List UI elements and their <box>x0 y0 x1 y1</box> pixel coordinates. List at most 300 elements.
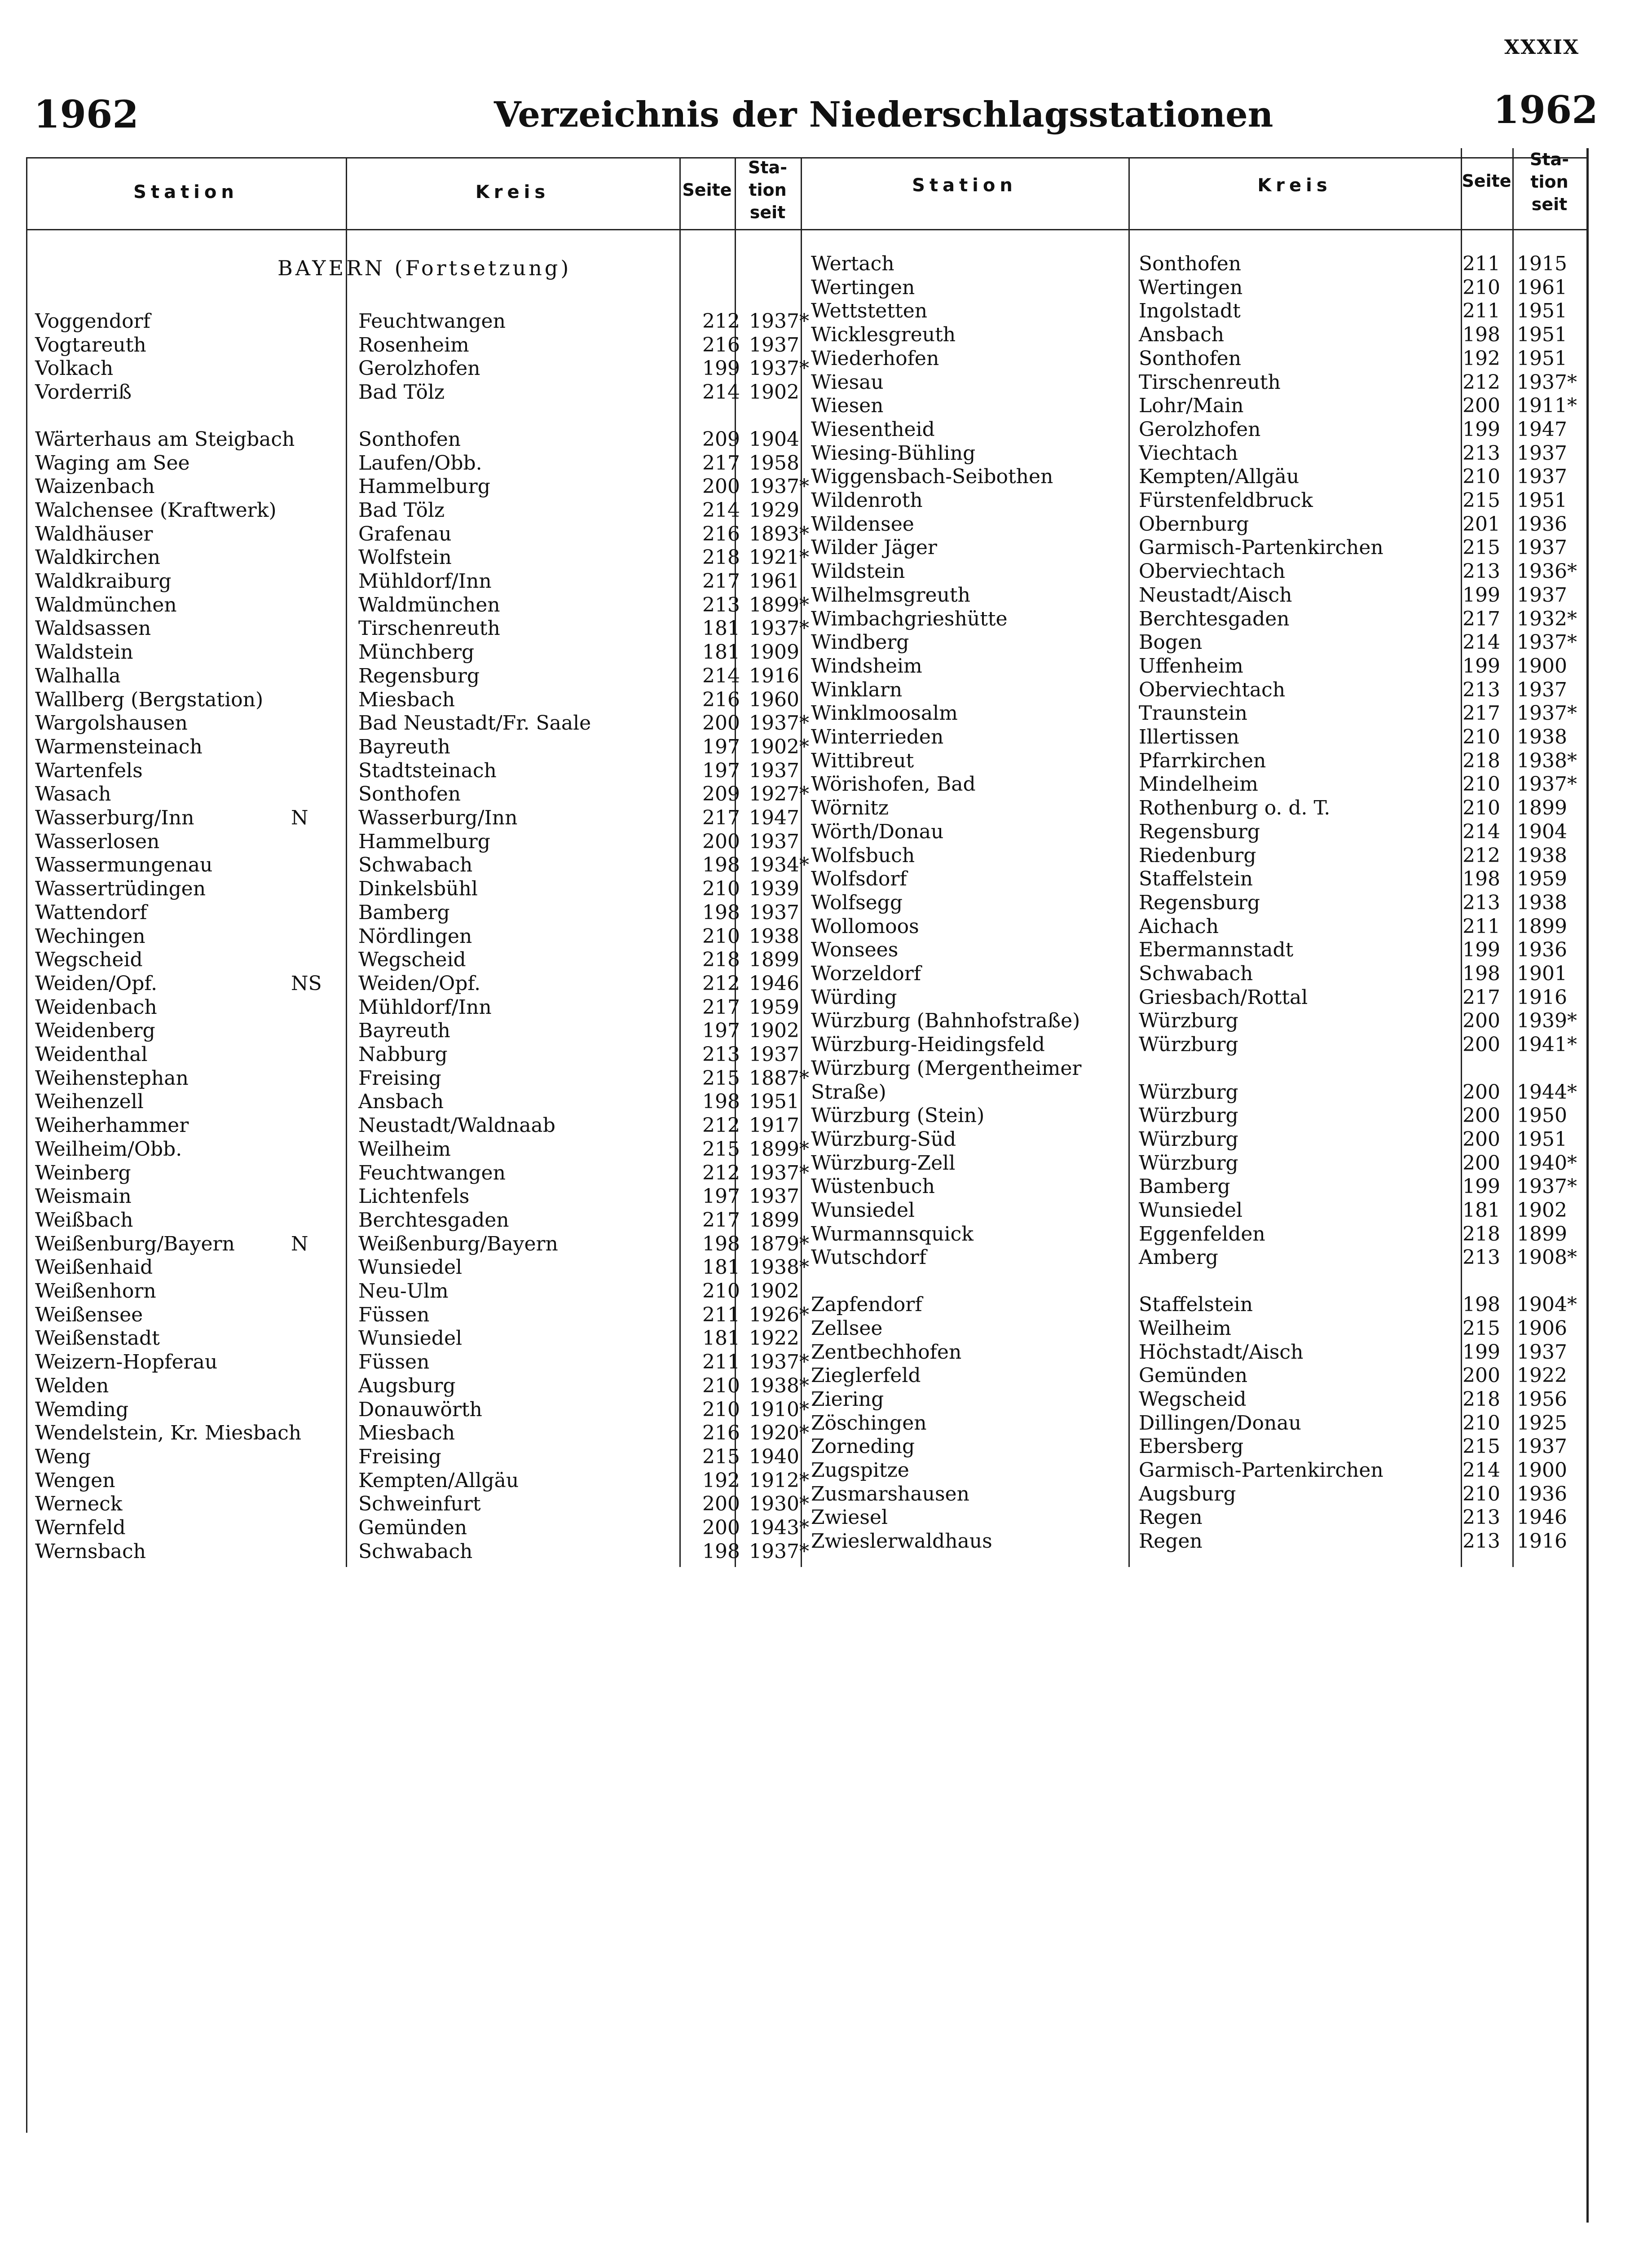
station-since: 1951 <box>1517 1127 1567 1151</box>
kreis-name: Bad Neustadt/Fr. Saale <box>358 712 591 735</box>
kreis-name: Ansbach <box>1139 323 1225 347</box>
station-name: Wiesen <box>811 394 884 418</box>
station-name: Wendelstein, Kr. Miesbach <box>35 1422 302 1445</box>
seite-number: 192 <box>702 1469 740 1492</box>
station-name: Weidenbach <box>35 995 157 1019</box>
kreis-name: Bamberg <box>358 901 450 924</box>
station-name: Winklarn <box>811 678 903 701</box>
kreis-name: Münchberg <box>358 641 475 664</box>
kreis-name: Mühldorf/Inn <box>358 570 492 593</box>
kreis-name: Oberviechtach <box>1139 678 1286 701</box>
station-since: 1961 <box>749 570 799 593</box>
seite-number: 217 <box>702 806 740 829</box>
table-top-rule <box>26 157 1586 158</box>
station-name: Welden <box>35 1374 109 1397</box>
kreis-name: Ingolstadt <box>1139 299 1241 323</box>
kreis-name: Regensburg <box>1139 820 1260 843</box>
header-seit-line3: seit <box>749 202 786 222</box>
station-since: 1937* <box>1517 1175 1577 1198</box>
kreis-name: Sonthofen <box>358 783 461 806</box>
station-name: Wernfeld <box>35 1516 126 1539</box>
station-name: Wattendorf <box>35 901 147 924</box>
seite-number: 218 <box>1463 749 1500 772</box>
station-name: Weng <box>35 1445 91 1468</box>
station-name: Weißbach <box>35 1208 133 1232</box>
station-name: Weißenhaid <box>35 1256 153 1279</box>
kreis-name: Schwabach <box>1139 962 1253 985</box>
kreis-name: Neustadt/Waldnaab <box>358 1114 555 1137</box>
kreis-name: Schwabach <box>358 1540 473 1563</box>
kreis-name: Griesbach/Rottal <box>1139 986 1308 1009</box>
station-name: Würzburg-Heidingsfeld <box>811 1033 1045 1056</box>
station-name: Wartenfels <box>35 759 143 782</box>
seite-number: 217 <box>702 1208 740 1232</box>
station-name: Windsheim <box>811 654 922 678</box>
seite-number: 200 <box>702 475 740 498</box>
station-since: 1902 <box>749 1280 799 1303</box>
seite-number: 211 <box>1463 915 1500 938</box>
station-name: Wunsiedel <box>811 1199 915 1222</box>
kreis-name: Sonthofen <box>358 427 461 451</box>
station-name: Werneck <box>35 1492 123 1516</box>
kreis-name: Gerolzhofen <box>1139 418 1261 441</box>
station-flag: NS <box>291 972 322 995</box>
station-since: 1938 <box>1517 891 1567 914</box>
kreis-name: Bayreuth <box>358 735 450 758</box>
seite-number: 181 <box>702 1327 740 1350</box>
station-name: Wollomoos <box>811 915 919 938</box>
kreis-name: Gemünden <box>358 1516 467 1539</box>
seite-number: 199 <box>1463 1175 1500 1198</box>
station-since: 1911* <box>1517 394 1577 418</box>
seite-number: 199 <box>702 357 740 380</box>
seite-number: 210 <box>1463 797 1500 820</box>
kreis-name: Tirschenreuth <box>1139 370 1281 394</box>
kreis-name: Gerolzhofen <box>358 357 480 380</box>
header-station-right: Station <box>912 175 1017 196</box>
seite-number: 210 <box>1463 1482 1500 1505</box>
station-name: Wiesing-Bühling <box>811 441 976 465</box>
seite-number: 210 <box>702 877 740 901</box>
station-since: 1937 <box>1517 1340 1567 1364</box>
seite-number: 212 <box>702 310 740 333</box>
station-since: 1951 <box>1517 299 1567 323</box>
kreis-name: Obernburg <box>1139 512 1249 536</box>
kreis-name: Bayreuth <box>358 1019 450 1043</box>
station-name: Walchensee (Kraftwerk) <box>35 498 277 522</box>
seite-number: 198 <box>1463 1293 1500 1316</box>
seite-number: 214 <box>1463 631 1500 654</box>
station-since: 1937 <box>749 759 799 782</box>
station-name: Wiederhofen <box>811 347 939 370</box>
kreis-name: Bad Tölz <box>358 381 445 404</box>
kreis-name: Nabburg <box>358 1043 448 1066</box>
station-since: 1961 <box>1517 276 1567 299</box>
kreis-name: Würzburg <box>1139 1009 1238 1033</box>
station-name: Wolfsbuch <box>811 844 915 867</box>
station-since: 1920* <box>749 1422 809 1445</box>
station-name: Wimbachgrieshütte <box>811 607 1008 630</box>
station-since: 1951 <box>749 1090 799 1114</box>
station-since: 1934* <box>749 854 809 877</box>
seite-number: 216 <box>702 333 740 357</box>
station-name: Wertingen <box>811 276 915 299</box>
station-since: 1937 <box>749 333 799 357</box>
seite-number: 198 <box>1463 962 1500 985</box>
station-since: 1937 <box>749 830 799 853</box>
seite-number: 217 <box>702 451 740 475</box>
page-number-roman: XXXIX <box>1504 36 1580 59</box>
station-name: Wertach <box>811 252 894 275</box>
kreis-name: Weilheim <box>1139 1316 1231 1340</box>
station-since: 1937 <box>749 901 799 924</box>
station-since: 1902 <box>749 1019 799 1043</box>
station-since: 1937* <box>749 357 809 380</box>
kreis-name: Ebermannstadt <box>1139 938 1294 962</box>
station-name: Wallberg (Bergstation) <box>35 688 264 711</box>
kreis-name: Weilheim <box>358 1137 451 1161</box>
kreis-name: Mindelheim <box>1139 773 1258 796</box>
station-name: Weiden/Opf. <box>35 972 158 995</box>
station-name: Weidenthal <box>35 1043 148 1066</box>
seite-number: 214 <box>702 664 740 687</box>
station-since: 1902* <box>749 735 809 758</box>
seite-number: 213 <box>702 593 740 616</box>
station-name: Wettstetten <box>811 299 928 323</box>
station-since: 1929 <box>749 498 799 522</box>
station-name: Windberg <box>811 631 909 654</box>
station-since: 1937* <box>749 1540 809 1563</box>
kreis-name: Amberg <box>1139 1246 1218 1269</box>
station-name: Straße) <box>811 1080 886 1104</box>
station-since: 1916 <box>749 664 799 687</box>
seite-number: 213 <box>1463 1530 1500 1553</box>
seite-number: 210 <box>1463 726 1500 748</box>
kreis-name: Miesbach <box>358 688 455 711</box>
seite-number: 197 <box>702 735 740 758</box>
page-title: Verzeichnis der Niederschlagsstationen <box>494 94 1273 135</box>
station-name: Weilheim/Obb. <box>35 1137 182 1161</box>
kreis-name: Feuchtwangen <box>358 1161 506 1184</box>
station-since: 1940 <box>749 1445 799 1468</box>
header-seit-line2: tion <box>1530 172 1568 192</box>
kreis-name: Grafenau <box>358 522 452 546</box>
station-since: 1937* <box>749 310 809 333</box>
station-since: 1936 <box>1517 938 1567 962</box>
station-name: Volkach <box>35 357 114 380</box>
kreis-name: Würzburg <box>1139 1151 1238 1175</box>
seite-number: 210 <box>1463 276 1500 299</box>
station-name: Wengen <box>35 1469 115 1492</box>
station-since: 1917 <box>749 1114 799 1137</box>
kreis-name: Würzburg <box>1139 1080 1238 1104</box>
station-since: 1944* <box>1517 1080 1577 1104</box>
station-since: 1893* <box>749 522 809 546</box>
kreis-name: Hammelburg <box>358 475 490 498</box>
seite-number: 212 <box>1463 370 1500 394</box>
header-seit-line3: seit <box>1531 194 1568 214</box>
seite-number: 215 <box>702 1066 740 1090</box>
seite-number: 200 <box>1463 1033 1500 1056</box>
seite-number: 217 <box>1463 702 1500 725</box>
station-since: 1904 <box>749 427 799 451</box>
kreis-name: Traunstein <box>1139 702 1247 725</box>
seite-number: 200 <box>1463 1104 1500 1127</box>
station-since: 1960 <box>749 688 799 711</box>
kreis-name: Würzburg <box>1139 1033 1238 1056</box>
seite-number: 214 <box>702 498 740 522</box>
seite-number: 200 <box>1463 394 1500 418</box>
seite-number: 200 <box>702 1492 740 1516</box>
kreis-name: Oberviechtach <box>1139 560 1286 583</box>
kreis-name: Sonthofen <box>1139 252 1242 275</box>
kreis-name: Wasserburg/Inn <box>358 806 518 829</box>
kreis-name: Füssen <box>358 1303 430 1326</box>
station-since: 1937 <box>1517 583 1567 607</box>
seite-number: 214 <box>1463 1459 1500 1482</box>
station-name: Wilder Jäger <box>811 536 937 559</box>
station-name: Wildensee <box>811 512 914 536</box>
seite-number: 216 <box>702 522 740 546</box>
station-name: Weihenzell <box>35 1090 144 1114</box>
station-name: Zwiesel <box>811 1506 888 1529</box>
station-since: 1922 <box>1517 1364 1567 1387</box>
kreis-name: Bamberg <box>1139 1175 1230 1198</box>
station-name: Wemding <box>35 1398 129 1421</box>
seite-number: 210 <box>1463 1411 1500 1435</box>
kreis-name: Freising <box>358 1066 441 1090</box>
station-since: 1943* <box>749 1516 809 1539</box>
seite-number: 212 <box>702 972 740 995</box>
station-since: 1899* <box>749 593 809 616</box>
year-left: 1962 <box>34 92 139 136</box>
station-name: Wicklesgreuth <box>811 323 956 347</box>
kreis-name: Regensburg <box>358 664 480 687</box>
seite-number: 201 <box>1463 512 1500 536</box>
station-name: Zöschingen <box>811 1411 927 1435</box>
station-name: Zapfendorf <box>811 1293 922 1316</box>
kreis-name: Tirschenreuth <box>358 617 500 640</box>
station-name: Wilhelmsgreuth <box>811 583 970 607</box>
station-name: Waging am See <box>35 451 190 475</box>
station-since: 1901 <box>1517 962 1567 985</box>
kreis-name: Ebersberg <box>1139 1435 1244 1458</box>
station-since: 1922 <box>749 1327 799 1350</box>
kreis-name: Dillingen/Donau <box>1139 1411 1301 1435</box>
seite-number: 200 <box>1463 1151 1500 1175</box>
station-since: 1899 <box>749 948 799 972</box>
kreis-name: Viechtach <box>1139 441 1238 465</box>
seite-number: 210 <box>1463 465 1500 489</box>
kreis-name: Garmisch-Partenkirchen <box>1139 1459 1383 1482</box>
station-name: Waldkraiburg <box>35 570 172 593</box>
seite-number: 209 <box>702 427 740 451</box>
kreis-name: Freising <box>358 1445 441 1468</box>
kreis-name: Neustadt/Aisch <box>1139 583 1292 607</box>
station-name: Weidenberg <box>35 1019 155 1043</box>
station-name: Wasach <box>35 783 111 806</box>
seite-number: 200 <box>1463 1009 1500 1033</box>
station-since: 1947 <box>749 806 799 829</box>
station-name: Wernsbach <box>35 1540 146 1563</box>
station-since: 1908* <box>1517 1246 1577 1269</box>
seite-number: 218 <box>1463 1387 1500 1411</box>
seite-number: 213 <box>702 1043 740 1066</box>
seite-number: 197 <box>702 1019 740 1043</box>
station-since: 1937 <box>749 1043 799 1066</box>
station-name: Würding <box>811 986 897 1009</box>
seite-number: 181 <box>702 617 740 640</box>
seite-number: 200 <box>1463 1080 1500 1104</box>
station-name: Zieglerfeld <box>811 1364 921 1387</box>
station-name: Wargolshausen <box>35 712 188 735</box>
seite-number: 217 <box>702 570 740 593</box>
station-since: 1904 <box>1517 820 1567 843</box>
station-name: Wittibreut <box>811 749 914 772</box>
station-flag: N <box>291 806 308 829</box>
header-seite-left: Seite <box>682 180 732 200</box>
station-name: Weißenhorn <box>35 1280 156 1303</box>
table-header-rule <box>26 229 1586 230</box>
station-since: 1937* <box>1517 773 1577 796</box>
seite-number: 215 <box>1463 536 1500 559</box>
station-name: Weißenstadt <box>35 1327 160 1350</box>
kreis-name: Augsburg <box>1139 1482 1236 1505</box>
station-since: 1904* <box>1517 1293 1577 1316</box>
seite-number: 198 <box>1463 323 1500 347</box>
seite-number: 200 <box>702 830 740 853</box>
seite-number: 197 <box>702 1185 740 1208</box>
kreis-name: Staffelstein <box>1139 867 1253 891</box>
kreis-name: Miesbach <box>358 1422 455 1445</box>
station-name: Wärterhaus am Steigbach <box>35 427 295 451</box>
station-name: Würzburg (Bahnhofstraße) <box>811 1009 1080 1033</box>
seite-number: 210 <box>702 1398 740 1421</box>
station-name: Winklmoosalm <box>811 702 958 725</box>
divider-right-seit <box>1512 148 1514 1567</box>
seite-number: 210 <box>702 924 740 948</box>
seite-number: 213 <box>1463 678 1500 701</box>
station-since: 1939 <box>749 877 799 901</box>
kreis-name: Dinkelsbühl <box>358 877 478 901</box>
station-name: Worzeldorf <box>811 962 921 985</box>
station-since: 1879* <box>749 1232 809 1255</box>
seite-number: 198 <box>702 1540 740 1563</box>
station-since: 1937* <box>1517 702 1577 725</box>
seite-number: 213 <box>1463 891 1500 914</box>
station-since: 1932* <box>1517 607 1577 630</box>
seite-number: 200 <box>702 1516 740 1539</box>
station-since: 1910* <box>749 1398 809 1421</box>
kreis-name: Wegscheid <box>1139 1387 1247 1411</box>
kreis-name: Regen <box>1139 1506 1203 1529</box>
seite-number: 218 <box>1463 1222 1500 1246</box>
kreis-name: Kempten/Allgäu <box>1139 465 1300 489</box>
station-name: Weißenburg/Bayern <box>35 1232 235 1255</box>
seite-number: 212 <box>702 1114 740 1137</box>
station-since: 1930* <box>749 1492 809 1516</box>
seite-number: 216 <box>702 688 740 711</box>
station-name: Voggendorf <box>35 310 150 333</box>
seite-number: 212 <box>1463 844 1500 867</box>
station-since: 1937* <box>749 1161 809 1184</box>
station-name: Wörth/Donau <box>811 820 944 843</box>
seite-number: 210 <box>702 1374 740 1397</box>
kreis-name: Schweinfurt <box>358 1492 481 1516</box>
station-since: 1915 <box>1517 252 1567 275</box>
seite-number: 215 <box>702 1137 740 1161</box>
kreis-name: Wunsiedel <box>358 1327 463 1350</box>
station-since: 1950 <box>1517 1104 1567 1127</box>
year-right: 1962 <box>1493 88 1598 132</box>
seite-number: 199 <box>1463 418 1500 441</box>
station-name: Weihenstephan <box>35 1066 189 1090</box>
station-since: 1938 <box>1517 726 1567 748</box>
station-since: 1900 <box>1517 1459 1567 1482</box>
seite-number: 213 <box>1463 441 1500 465</box>
station-since: 1909 <box>749 641 799 664</box>
station-name: Wiggensbach-Seibothen <box>811 465 1053 489</box>
station-since: 1937* <box>749 1351 809 1374</box>
station-name: Waldmünchen <box>35 593 177 616</box>
kreis-name: Rothenburg o. d. T. <box>1139 797 1330 820</box>
seite-number: 214 <box>702 381 740 404</box>
kreis-name: Berchtesgaden <box>358 1208 509 1232</box>
seite-number: 213 <box>1463 1506 1500 1529</box>
kreis-name: Sonthofen <box>1139 347 1242 370</box>
station-since: 1939* <box>1517 1009 1577 1033</box>
station-since: 1899 <box>1517 797 1567 820</box>
table-right-border <box>1586 148 1589 2223</box>
kreis-name: Würzburg <box>1139 1127 1238 1151</box>
station-name: Wasserlosen <box>35 830 160 853</box>
station-name: Weinberg <box>35 1161 131 1184</box>
kreis-name: Regensburg <box>1139 891 1260 914</box>
station-since: 1937* <box>749 475 809 498</box>
seite-number: 198 <box>702 901 740 924</box>
kreis-name: Höchstadt/Aisch <box>1139 1340 1304 1364</box>
station-since: 1959 <box>1517 867 1567 891</box>
seite-number: 215 <box>1463 489 1500 512</box>
station-since: 1937 <box>749 1185 799 1208</box>
station-name: Waldkirchen <box>35 546 160 569</box>
kreis-name: Weißenburg/Bayern <box>358 1232 558 1255</box>
seite-number: 214 <box>1463 820 1500 843</box>
station-since: 1937* <box>1517 370 1577 394</box>
station-name: Waldhäuser <box>35 522 153 546</box>
header-station-seit-right <box>1512 148 1586 216</box>
kreis-name: Garmisch-Partenkirchen <box>1139 536 1383 559</box>
station-since: 1902 <box>749 381 799 404</box>
kreis-name: Feuchtwangen <box>358 310 506 333</box>
seite-number: 215 <box>1463 1316 1500 1340</box>
seite-number: 198 <box>1463 867 1500 891</box>
divider-left-seite <box>679 157 681 1567</box>
station-since: 1899 <box>1517 915 1567 938</box>
station-name: Weismain <box>35 1185 132 1208</box>
station-name: Wassertrüdingen <box>35 877 206 901</box>
station-since: 1937 <box>1517 536 1567 559</box>
kreis-name: Lohr/Main <box>1139 394 1244 418</box>
header-seit-line2: tion <box>749 180 787 200</box>
station-name: Wasserburg/Inn <box>35 806 194 829</box>
station-name: Weiherhammer <box>35 1114 189 1137</box>
station-since: 1946 <box>1517 1506 1567 1529</box>
kreis-name: Rosenheim <box>358 333 469 357</box>
kreis-name: Mühldorf/Inn <box>358 995 492 1019</box>
station-since: 1925 <box>1517 1411 1567 1435</box>
station-name: Wurmannsquick <box>811 1222 974 1246</box>
